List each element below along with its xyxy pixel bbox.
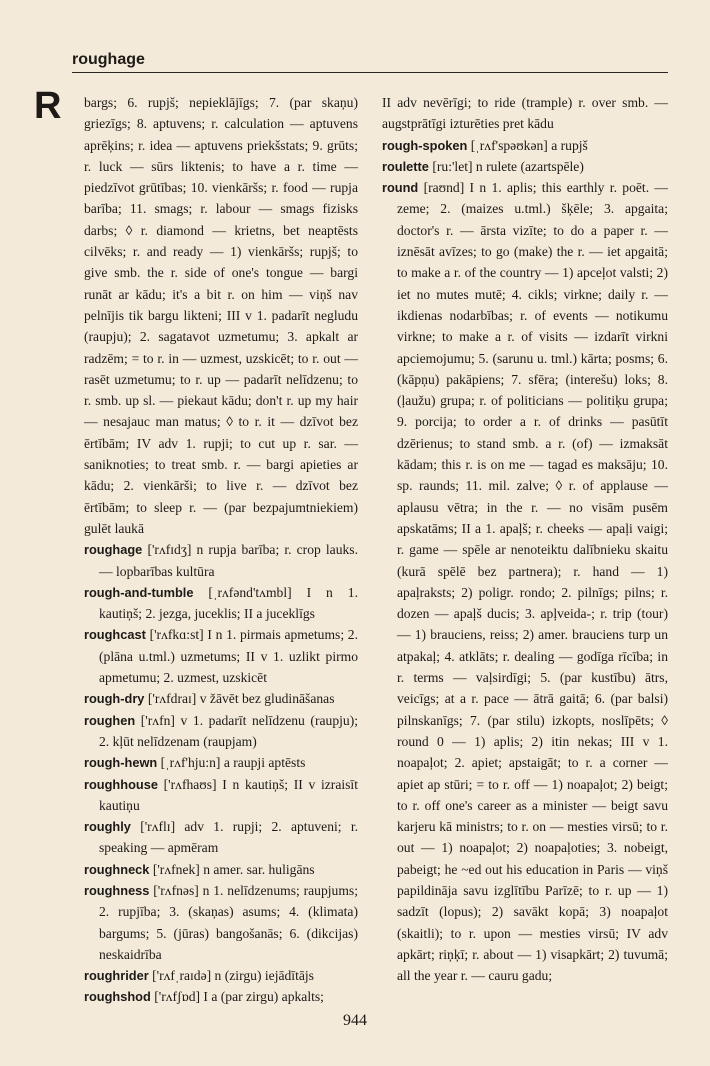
entry-text: ['rʌfnek] n amer. sar. huligāns: [152, 861, 315, 877]
dictionary-entry: [84, 710, 358, 753]
headword: roughneck: [84, 861, 150, 877]
dictionary-entry: [84, 539, 358, 582]
headword: roughcast: [84, 627, 146, 643]
dictionary-entry: [382, 156, 668, 177]
headword: roughhouse: [84, 776, 158, 792]
page-number: 944: [343, 1012, 367, 1029]
dictionary-entry: [84, 880, 358, 965]
headword: roughshod: [84, 989, 151, 1005]
dictionary-entry: [84, 965, 358, 986]
entry-text: ['rʌfɪdʒ] n rupja barība; r. crop lauks. — lopbarības kultūra: [99, 542, 358, 579]
headword: roughness: [84, 882, 150, 898]
dictionary-entry: [382, 177, 668, 986]
dictionary-entry: [84, 816, 358, 859]
entry-text: ['rʌfn] v 1. padarīt nelīdzenu (raupju); 2. kļūt nelīdzenam (raupjam): [99, 712, 358, 749]
headword: rough-dry: [84, 691, 145, 707]
headword: roughly: [84, 819, 131, 835]
letter-tab: R: [34, 85, 62, 127]
dictionary-entry: [84, 752, 358, 773]
entry-text: ['rʌfʃɒd] I a (par zirgu) apkalts;: [154, 989, 324, 1005]
headword: roughen: [84, 712, 136, 728]
dictionary-entry: [84, 582, 358, 625]
entry-text: ['rʌfhaʊs] I n kautiņš; II v izraisīt kautiņu: [99, 776, 358, 813]
headword: roulette: [382, 158, 429, 174]
entry-text: [ˌrʌf'spəʊkən] a rupjš: [470, 137, 588, 153]
entry-text: ['rʌfdraɪ] v žāvēt bez gludināšanas: [147, 691, 335, 707]
headword: rough-hewn: [84, 755, 158, 771]
right-column: [382, 92, 668, 986]
entry-text: bargs; 6. rupjš; nepieklājīgs; 7. (par skaņu) griezīgs; 8. aptuvens; r. calculation — aptuvens aprēķins; r. idea — aptuvens priekšstats; 9. grūts; r. luck — sūrs liktenis; to have a r. time — piedzīvot grūtības; 10. vienkāršs; r. food — rupja barība; 11. smags; r. labour — smags fizisks darbs; ◊ r. diamond — krietns, bet neaptēsts cilvēks; r. and ready — 1) vienkāršs; rupjš; to give smb. the r. side of one's tongue — bargi runāt ar kādu; it's a bit r. on him — viņš nav pelnījis tik bargu likteni; III v 1. padarīt negludu (raupju); 2. sagatavot uzmetumu; 3. apkalt ar radzēm; = to r. in — uzmest, uzskicēt; to r. out — rasēt uzmetumu; to r. up — padarīt nelīdzenu; to r. smb. up sl. — piekaut kādu; don't r. up my hair — nesajauc man matus; ◊ to r. it — dzīvot bez ērtībām; IV adv 1. rupji; to cut up r. sar. — saniknoties; to treat smb. r. — bargi apieties ar kādu; 2. vienkārši; to live r. — dzīvot bez ērtībām; to sleep r. — (par bezpajumtniekiem) gulēt laukā: [84, 95, 358, 536]
entry-text: II adv nevērīgi; to ride (trample) r. over smb. — augstprātīgi izturēties pret kādu: [382, 95, 668, 132]
entry-continuation: [84, 92, 358, 539]
dictionary-entry: [84, 688, 358, 709]
entry-text: [ˌrʌfənd'tʌmbl] I n 1. kautiņš; 2. jezga, juceklis; II a juceklīgs: [99, 584, 358, 622]
entry-text: ['rʌfkɑ:st] I n 1. pirmais apmetums; 2. (plāna u.tml.) uzmetums; II v 1. uzlikt pirmo apmetumu; 2. uzmest, uzskicēt: [99, 627, 358, 686]
headword: roughage: [84, 542, 143, 558]
running-head: roughage: [72, 51, 145, 68]
headword: roughrider: [84, 968, 149, 984]
dictionary-entry: [84, 859, 358, 880]
headword: round: [382, 180, 419, 196]
entry-text: ['rʌfˌraɪdə] n (zirgu) iejādītājs: [152, 968, 314, 984]
entry-continuation: [382, 92, 668, 135]
entry-text: ['rʌfnəs] n 1. nelīdzenums; raupjums; 2. rupjība; 3. (skaņas) asums; 4. (klimata) bargums; 5. (jūras) bangošanās; 6. (dikcijas) neskaidrība: [99, 882, 358, 962]
entry-text: [raʊnd] I n 1. aplis; this earthly r. poēt. — zeme; 2. (maizes u.tml.) šķēle; 3. apgaita; doctor's r. — ārsta vizīte; to do a paper r. — iznēsāt avīzes; to go (make) the r. — iet apgaitā; to make a r. of the country — 1) apceļot valsti; 2) iet no mutes mutē; 4. cikls; virkne; daily r. — ikdienas nodarbības; r. of events — notikumu virkne; to make a r. of visits — izdarīt virkni apciemojumu; 5. (sarunu u. tml.) kārta; posms; 6. (kāpņu) pakāpiens; 7. sfēra; (interešu) loks; 8. (ļaužu) grupa; r. of politicians — politiķu grupa; 9. porcija; to order a r. of drinks — pasūtīt dzērienus; to stand smb. a r. (of) — izmaksāt kādam; this r. is on me — tagad es maksāju; 10. sp. raunds; 11. mil. zalve; ◊ r. of applause — aplausu vētra; in the r. — no visām pusēm apskatāms; II a 1. apaļš; r. cheeks — apaļi vaigi; r. game — spēle ar nenoteiktu dalībnieku skaitu (kurā spēlē bez partnera); r. hand — 1) apaļraksts; 2) poligr. rondo; 2. pilnīgs; pilns; r. dozen — apaļš ducis; 3. apļveida-; r. trip (tour) — 1) brauciens, reiss; 2) amer. brauciens turp un atpakaļ; 4. atklāts; r. dealing — godīga rīcība; in r. terms — vaļsirdīgi; 5. (par kustību) ātrs, veicīgs; at a r. pace — ātrā gaitā; 6. (par balsi) pilnskanīgs; 7. (par stilu) izkopts, noslīpēts; ◊ round 0 — 1) aplis; 2) itin nekas; III v 1. noapaļot; 2. apiet; apstaigāt; to r. a corner — apiet ap stūri; = to r. off — 1) noapaļot; 2) beigt; to r. off one's career as a minister — beigt savu karjeru kā ministrs; to r. on — mesties virsū; to r. out — 1) noapaļot; 2) noapaļoties; 3. nobeigt, pabeigt; he ~ed out his education in Paris — viņš papildināja savu izglītību Parīzē; to r. up — 1) sadzīt (lopus); 2) savākt kopā; 3) noapaļot (skaitli); to r. upon — mesties virsū; IV adv apkārt; riņķī; r. about — 1) visapkārt; 2) tuvumā; all the year r. — cauru gadu;: [397, 180, 668, 984]
entry-text: [ˌrʌf'hju:n] a raupji aptēsts: [160, 755, 306, 771]
entry-text: ['rʌflɪ] adv 1. rupji; 2. aptuveni; r. speaking — apmēram: [99, 819, 358, 856]
dictionary-entry: [84, 624, 358, 688]
header-rule: [72, 72, 668, 73]
entry-text: [ru:'let] n rulete (azartspēle): [432, 158, 584, 174]
headword: rough-and-tumble: [84, 584, 194, 600]
headword: rough-spoken: [382, 137, 468, 153]
left-column: [84, 92, 358, 1008]
dictionary-entry: [84, 774, 358, 817]
dictionary-entry: [84, 986, 358, 1007]
dictionary-entry: [382, 135, 668, 156]
